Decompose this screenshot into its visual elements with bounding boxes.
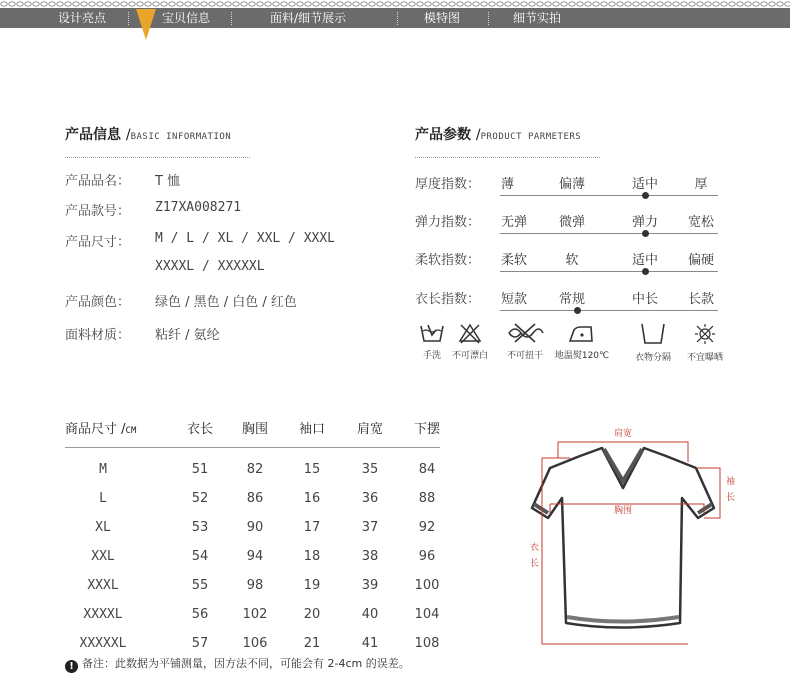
- care-label: 不宜曝晒: [686, 353, 723, 363]
- nav-decorative-border: [0, 0, 790, 8]
- size-value: 35: [361, 462, 379, 477]
- size-value: 52: [191, 491, 209, 506]
- info-value: 绿色 / 黑色 / 白色 / 红色: [155, 295, 297, 310]
- size-unit: CM: [125, 426, 137, 436]
- tab-fabric-details[interactable]: 面料/细节展示: [270, 11, 347, 25]
- param-option: 宽松: [687, 215, 714, 230]
- care-label: 不可扭干: [506, 351, 543, 361]
- param-scale-line: [500, 195, 718, 196]
- param-scale-line: [500, 233, 718, 234]
- size-value: 108: [414, 636, 440, 651]
- size-value: 106: [242, 636, 268, 651]
- no-wring-icon: [505, 322, 545, 344]
- size-value: 102: [242, 607, 268, 622]
- no-sun-dry-icon: [693, 322, 717, 346]
- size-value: 92: [418, 520, 436, 535]
- param-option: 无弹: [501, 215, 528, 230]
- param-option: 偏薄: [558, 177, 585, 192]
- size-title: 商品尺寸: [65, 422, 118, 437]
- note-text: 备注：此数据为平铺测量，因方法不同，可能会有 2-4cm 的误差。: [82, 657, 410, 670]
- size-column-header: 胸围: [242, 422, 269, 437]
- size-label: XL: [95, 520, 111, 535]
- size-value: 96: [418, 549, 436, 564]
- nav-bar: [0, 8, 790, 28]
- info-label: 产品颜色：: [65, 295, 131, 310]
- tshirt-measurement-diagram: [520, 418, 765, 658]
- size-value: 51: [191, 462, 209, 477]
- tshirt-outline: [532, 448, 714, 628]
- size-value: 94: [246, 549, 264, 564]
- info-value: M / L / XL / XXL / XXXL: [155, 231, 336, 246]
- care-label: 不可漂白: [451, 351, 488, 361]
- size-value: 55: [191, 578, 209, 593]
- size-value: 20: [303, 607, 321, 622]
- size-value: 104: [414, 607, 440, 622]
- size-value: 53: [191, 520, 209, 535]
- param-selected-marker: [642, 230, 649, 237]
- product-params-heading: 产品参数 /PRODUCT PARMETERS: [415, 127, 582, 143]
- care-no-bleach: [442, 322, 498, 361]
- info-label: 产品品名：: [65, 174, 131, 189]
- divider: [65, 157, 250, 158]
- param-option: 中长: [631, 292, 658, 307]
- label-sleeve-1: 袖: [726, 477, 736, 487]
- warning-icon: !: [65, 660, 78, 673]
- product-params-subtitle: PRODUCT PARMETERS: [480, 132, 582, 142]
- param-label: 衣长指数：: [415, 292, 481, 307]
- tab-product-info[interactable]: 宝贝信息: [162, 11, 211, 25]
- product-params-title: 产品参数: [415, 127, 471, 143]
- size-value: 40: [361, 607, 379, 622]
- care-wash-separately: [625, 322, 681, 363]
- active-tab-marker: [136, 9, 156, 40]
- size-value: 18: [303, 549, 321, 564]
- size-column-header: 袖口: [299, 422, 326, 437]
- nav-separator: [397, 12, 398, 25]
- param-option: 偏硬: [687, 253, 714, 268]
- care-no-sun: [677, 322, 733, 363]
- nav-separator: [231, 12, 232, 25]
- tab-design-highlights[interactable]: 设计亮点: [58, 11, 107, 25]
- info-value: T 恤: [155, 174, 181, 189]
- care-iron: [554, 322, 610, 361]
- param-label: 弹力指数：: [415, 215, 481, 230]
- size-value: 82: [246, 462, 264, 477]
- size-value: 100: [414, 578, 440, 593]
- size-label: XXXXXL: [79, 636, 127, 651]
- info-value: Z17XA008271: [155, 200, 242, 215]
- label-shoulder: 肩宽: [613, 429, 633, 439]
- label-sleeve-2: 长: [726, 493, 736, 503]
- param-option: 弹力: [631, 215, 658, 230]
- size-value: 90: [246, 520, 264, 535]
- size-value: 39: [361, 578, 379, 593]
- product-info-title: 产品信息: [65, 127, 121, 143]
- param-selected-marker: [642, 268, 649, 275]
- param-option: 微弹: [558, 215, 585, 230]
- tab-model-photos[interactable]: 模特图: [424, 11, 461, 25]
- size-value: 41: [361, 636, 379, 651]
- size-value: 37: [361, 520, 379, 535]
- iron-low-icon: [567, 322, 597, 344]
- size-value: 88: [418, 491, 436, 506]
- no-bleach-icon: [457, 322, 483, 344]
- size-label: XXXXL: [83, 607, 123, 622]
- info-label: 产品款号：: [65, 204, 131, 219]
- info-label: 面料材质：: [65, 328, 131, 343]
- info-value: XXXXL / XXXXXL: [155, 259, 265, 274]
- param-option: 适中: [631, 253, 658, 268]
- size-value: 98: [246, 578, 264, 593]
- size-value: 38: [361, 549, 379, 564]
- nav-separator: [128, 12, 129, 25]
- param-option: 柔软: [501, 253, 528, 268]
- table-header-divider: [65, 447, 440, 448]
- top-nav: [0, 0, 790, 31]
- info-label: 产品尺寸：: [65, 235, 131, 250]
- label-chest: 胸围: [613, 506, 633, 516]
- param-scale-line: [500, 310, 718, 311]
- param-option: 软: [565, 253, 579, 268]
- param-label: 厚度指数：: [415, 177, 481, 192]
- size-value: 56: [191, 607, 209, 622]
- param-option: 常规: [558, 292, 585, 307]
- size-value: 84: [418, 462, 436, 477]
- size-value: 86: [246, 491, 264, 506]
- label-length-2: 长: [530, 559, 540, 569]
- size-value: 15: [303, 462, 321, 477]
- size-column-header: 下摆: [414, 422, 441, 437]
- size-value: 17: [303, 520, 321, 535]
- size-value: 54: [191, 549, 209, 564]
- size-label: L: [99, 491, 107, 506]
- wash-separately-icon: [638, 322, 668, 346]
- param-option: 适中: [631, 177, 658, 192]
- size-column-header: 衣长: [187, 422, 214, 437]
- size-value: 21: [303, 636, 321, 651]
- param-option: 短款: [501, 292, 528, 307]
- param-scale-line: [500, 271, 718, 272]
- param-option: 长款: [687, 292, 714, 307]
- care-label: 手洗: [422, 351, 441, 361]
- param-label: 柔软指数：: [415, 253, 481, 268]
- info-value: 粘纤 / 氨纶: [155, 328, 220, 343]
- size-label: XXXL: [87, 578, 119, 593]
- nav-separator: [488, 12, 489, 25]
- size-table-title: 商品尺寸 /CM: [65, 422, 137, 437]
- param-selected-marker: [642, 192, 649, 199]
- care-label: 地温熨120℃: [554, 351, 610, 361]
- divider: [415, 157, 600, 158]
- param-option: 薄: [501, 177, 515, 192]
- size-column-header: 肩宽: [357, 422, 384, 437]
- param-selected-marker: [574, 307, 581, 314]
- product-info-heading: 产品信息 /BASIC INFORMATION: [65, 127, 232, 143]
- param-option: 厚: [694, 177, 708, 192]
- size-value: 16: [303, 491, 321, 506]
- size-value: 36: [361, 491, 379, 506]
- care-no-wring: [497, 322, 553, 361]
- size-value: 57: [191, 636, 209, 651]
- label-length-1: 衣: [530, 543, 540, 553]
- size-label: XXL: [91, 549, 115, 564]
- size-value: 19: [303, 578, 321, 593]
- measurement-note: [65, 655, 410, 673]
- product-info-subtitle: BASIC INFORMATION: [130, 132, 232, 142]
- size-label: M: [99, 462, 107, 477]
- tab-detail-shots[interactable]: 细节实拍: [513, 11, 562, 25]
- care-label: 衣物分隔: [634, 353, 671, 363]
